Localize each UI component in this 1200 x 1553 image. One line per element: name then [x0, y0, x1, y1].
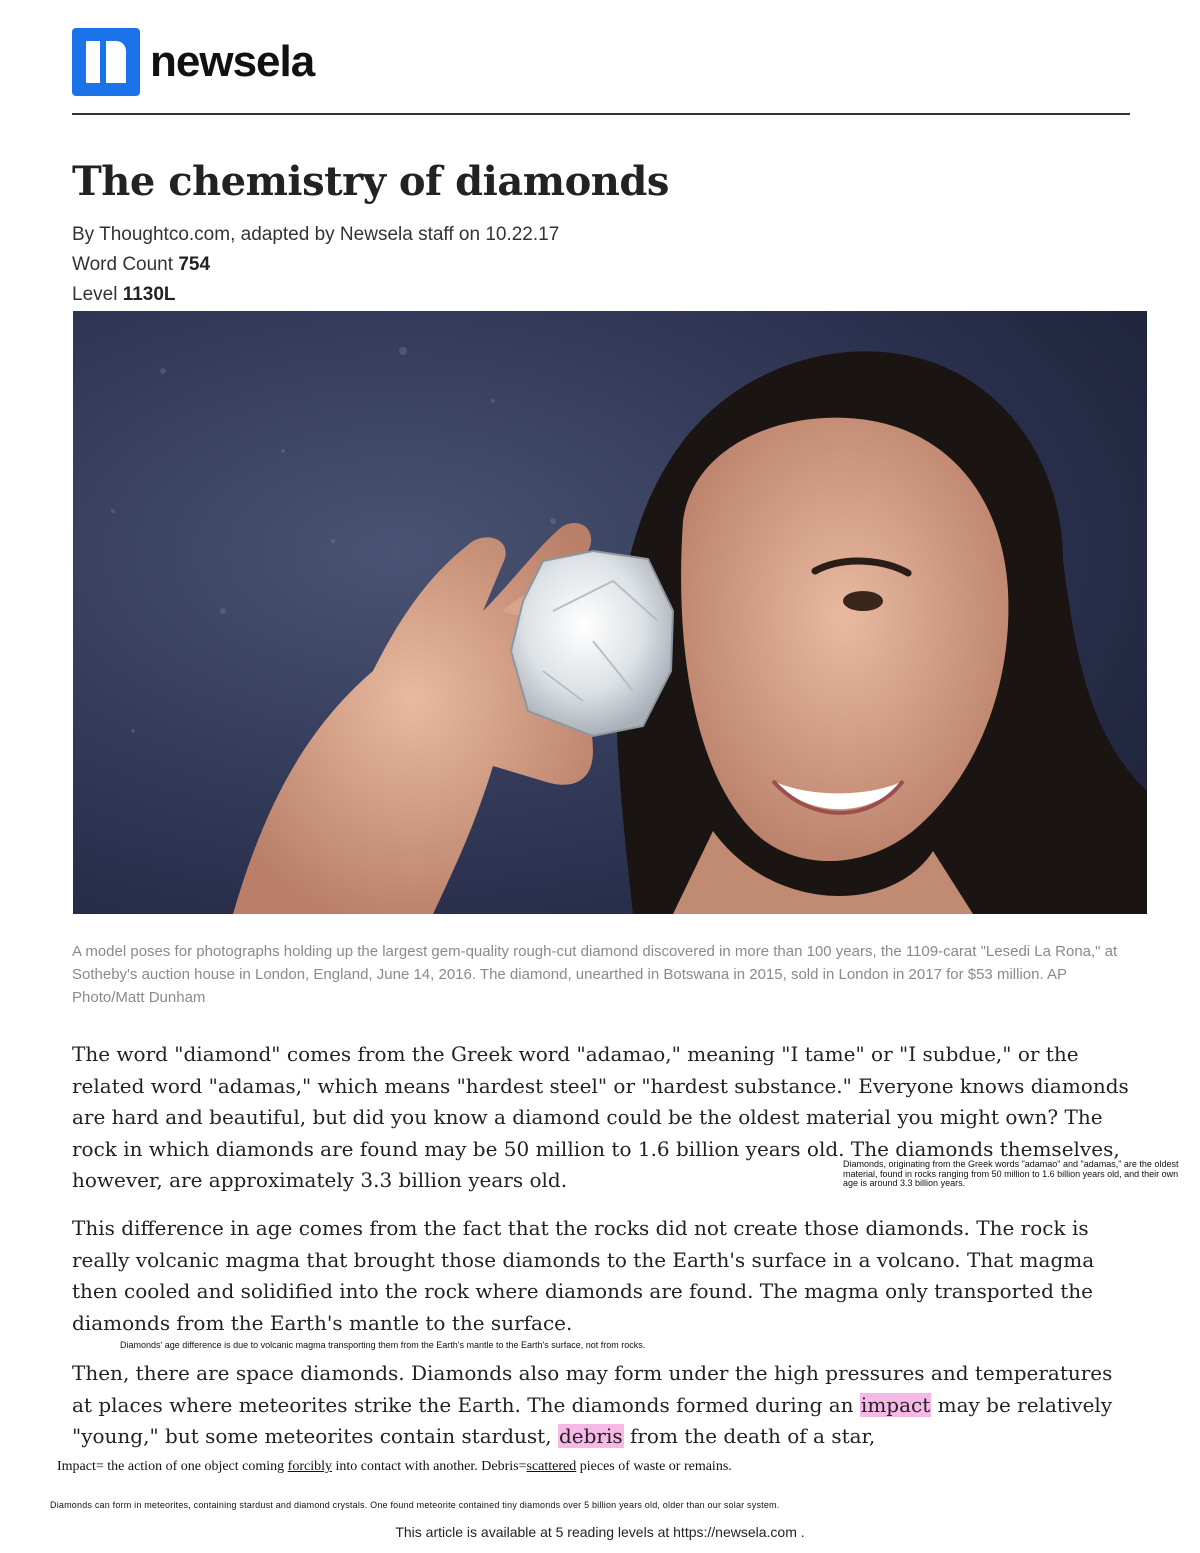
- word-count: Word Count 754: [72, 254, 211, 275]
- highlight-debris[interactable]: debris: [558, 1424, 623, 1448]
- highlight-impact[interactable]: impact: [860, 1392, 931, 1417]
- annotation-note-2: Diamonds' age difference is due to volcanic magma transporting them from the Earth's mantle to the Earth's surface, not from rocks.: [120, 1340, 646, 1350]
- article-photo: [73, 311, 1147, 914]
- newsela-logo[interactable]: [72, 28, 314, 96]
- annotation-note-1: Diamonds, originating from the Greek words "adamao" and "adamas," are the oldest material, found in rocks ranging from 50 million to 1.6 billion years old, and their own age is around 3.3 billion years.: [843, 1159, 1179, 1188]
- reading-level: Level 1130L: [72, 284, 176, 305]
- brand-name: newsela: [150, 37, 315, 86]
- vocabulary-note: Impact= the action of one object coming forcibly into contact with another. Debris=scattered pieces of waste or remains.: [57, 1459, 732, 1474]
- paragraph-3: Then, there are space diamonds. Diamonds also may form under the high pressures and temperatures at places where meteorites strike the Earth. The diamonds formed during an impact may be relatively "young," but some meteorites contain stardust, debris from the death of a star,: [72, 1361, 1113, 1448]
- article-title: The chemistry of diamonds: [72, 158, 669, 205]
- photo-caption: A model poses for photographs holding up the largest gem-quality rough-cut diamond discovered in more than 100 years, the 1109-carat "Lesedi La Rona," at Sotheby's auction house in London, England, June 14, 2016. The diamond, unearthed in Botswana in 2015, sold in London in 2017 for $53 million. AP Photo/Matt Dunham: [72, 943, 1118, 1006]
- annotation-note-3: Diamonds can form in meteorites, containing stardust and diamond crystals. One found meteorite contained tiny diamonds over 5 billion years old, older than our solar system.: [50, 1500, 780, 1510]
- paragraph-1: The word "diamond" comes from the Greek word "adamao," meaning "I tame" or "I subdue," or the related word "adamas," which means "hardest steel" or "hardest substance." Everyone knows diamonds are hard and beautiful, but did you know a diamond could be the oldest material you might own? The rock in which diamonds are found may be 50 million to 1.6 billion years old. The diamonds themselves, however, are approximately 3.3 billion years old.: [72, 1042, 1129, 1192]
- newsela-logo-icon: [72, 28, 140, 96]
- header-divider: [72, 113, 1130, 115]
- paragraph-2: This difference in age comes from the fact that the rocks did not create those diamonds. The rock is really volcanic magma that brought those diamonds to the Earth's surface in a volcano. That magma then cooled and solidified into the rock where diamonds are found. The magma only transported the diamonds from the Earth's mantle to the surface.: [72, 1216, 1095, 1335]
- byline: By Thoughtco.com, adapted by Newsela staff on 10.22.17: [72, 224, 560, 245]
- footer-text: This article is available at 5 reading levels at https://newsela.com .: [395, 1524, 805, 1540]
